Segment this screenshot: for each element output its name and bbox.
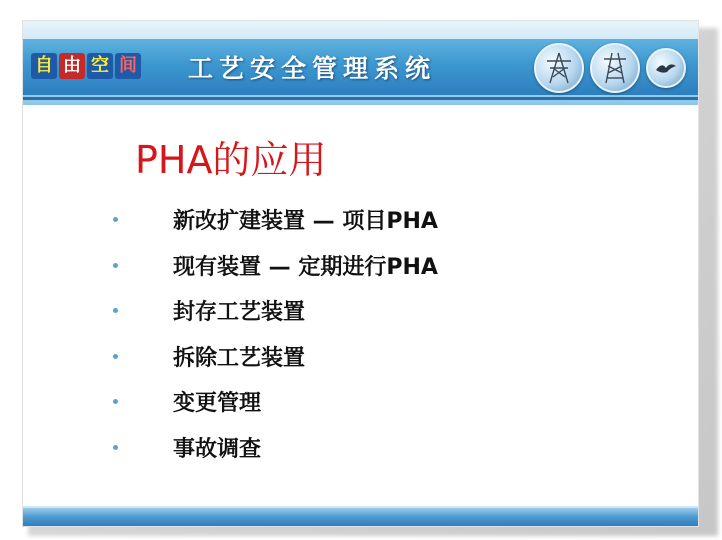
bullet-dot-icon bbox=[113, 399, 118, 404]
list-item bbox=[113, 288, 438, 334]
bullet-dot-icon bbox=[113, 263, 118, 268]
list-item bbox=[113, 243, 438, 289]
logo-char: 自 bbox=[31, 53, 57, 79]
footer-band bbox=[23, 508, 698, 526]
bullet-text: 封存工艺装置 bbox=[173, 300, 306, 326]
list-item bbox=[113, 379, 438, 425]
header-icons bbox=[534, 43, 686, 93]
bullet-dot-icon bbox=[113, 217, 118, 222]
lattice-tower-icon bbox=[590, 43, 640, 93]
slide-title: PHA的应用 bbox=[135, 138, 327, 182]
slide bbox=[22, 20, 699, 527]
bullet-text: 事故调查 bbox=[173, 436, 262, 462]
list-item bbox=[113, 197, 438, 243]
bullet-text: 新改扩建装置 — 项目PHA bbox=[173, 209, 438, 235]
list-item bbox=[113, 425, 438, 471]
list-item bbox=[113, 334, 438, 380]
bullet-dot-icon bbox=[113, 445, 118, 450]
logo-char: 空 bbox=[87, 53, 113, 79]
bullet-text: 现有装置 — 定期进行PHA bbox=[173, 254, 438, 280]
logo-char: 由 bbox=[59, 53, 85, 79]
bullet-text: 拆除工艺装置 bbox=[173, 345, 306, 371]
logo-char: 间 bbox=[115, 53, 141, 79]
system-title: 工艺安全管理系统 bbox=[188, 54, 437, 83]
bullet-text: 变更管理 bbox=[173, 391, 262, 417]
power-tower-icon bbox=[534, 43, 584, 93]
logo bbox=[31, 51, 141, 81]
bullet-dot-icon bbox=[113, 308, 118, 313]
bird-icon bbox=[646, 48, 686, 88]
bullet-dot-icon bbox=[113, 354, 118, 359]
bullet-list bbox=[113, 197, 438, 470]
slide-header bbox=[23, 21, 698, 105]
header-divider bbox=[23, 97, 698, 100]
